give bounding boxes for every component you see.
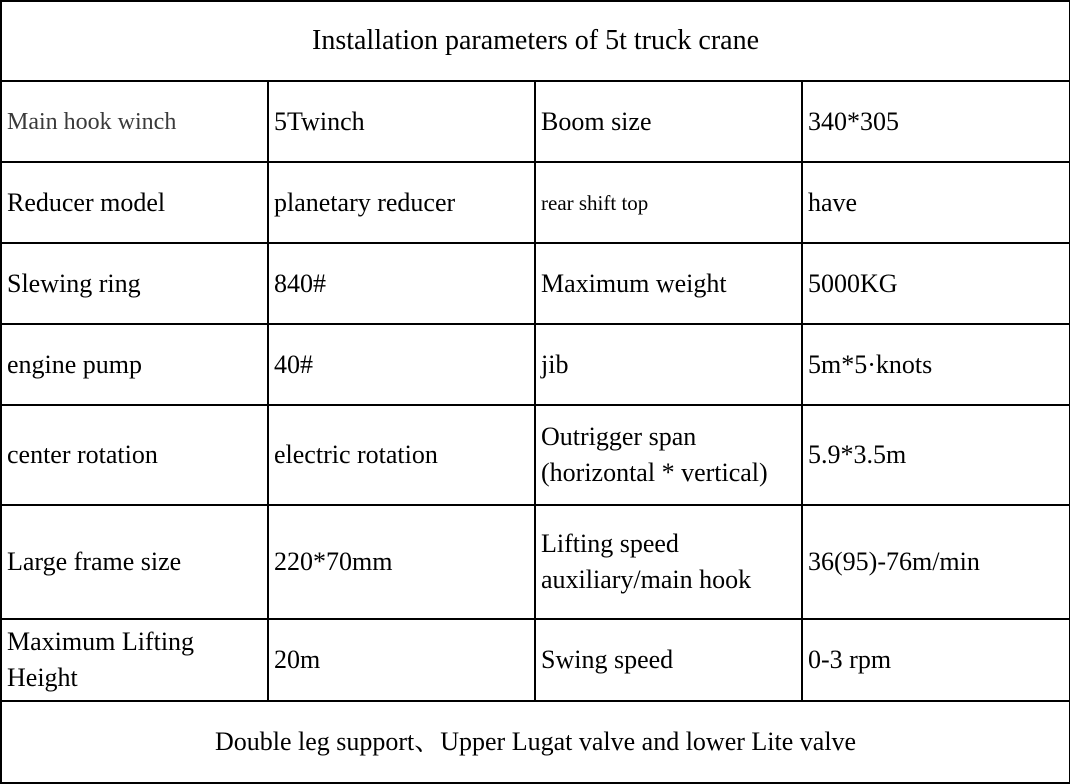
param-label: Lifting speed auxiliary/main hook <box>535 505 802 619</box>
param-value: electric rotation <box>268 405 535 505</box>
table-row <box>1 405 1070 505</box>
param-value: 36(95)-76m/min <box>802 505 1070 619</box>
param-value: 5000KG <box>802 243 1070 324</box>
table-row <box>1 324 1070 405</box>
param-label: Boom size <box>535 81 802 162</box>
param-label: Main hook winch <box>1 81 268 162</box>
param-value: 5.9*3.5m <box>802 405 1070 505</box>
param-label: Slewing ring <box>1 243 268 324</box>
param-label: rear shift top <box>535 162 802 243</box>
param-label: Large frame size <box>1 505 268 619</box>
table-row <box>1 162 1070 243</box>
param-value: planetary reducer <box>268 162 535 243</box>
param-value: 0-3 rpm <box>802 619 1070 701</box>
param-value: 5m*5·knots <box>802 324 1070 405</box>
table-row <box>1 243 1070 324</box>
table-row <box>1 81 1070 162</box>
table-title: Installation parameters of 5t truck crane <box>1 1 1070 81</box>
table-footer: Double leg support、Upper Lugat valve and lower Lite valve <box>1 701 1070 783</box>
param-label: Maximum weight <box>535 243 802 324</box>
table-row <box>1 505 1070 619</box>
param-label: center rotation <box>1 405 268 505</box>
param-value: 5Twinch <box>268 81 535 162</box>
param-label: engine pump <box>1 324 268 405</box>
param-value: 40# <box>268 324 535 405</box>
title-row <box>1 1 1070 81</box>
table-row <box>1 619 1070 701</box>
footer-row <box>1 701 1070 783</box>
param-value: 840# <box>268 243 535 324</box>
param-label: Swing speed <box>535 619 802 701</box>
param-label: jib <box>535 324 802 405</box>
param-label: Maximum Lifting Height <box>1 619 268 701</box>
param-value: 340*305 <box>802 81 1070 162</box>
param-value: 220*70mm <box>268 505 535 619</box>
param-label: Reducer model <box>1 162 268 243</box>
param-label: Outrigger span (horizontal * vertical) <box>535 405 802 505</box>
param-value: 20m <box>268 619 535 701</box>
param-value: have <box>802 162 1070 243</box>
